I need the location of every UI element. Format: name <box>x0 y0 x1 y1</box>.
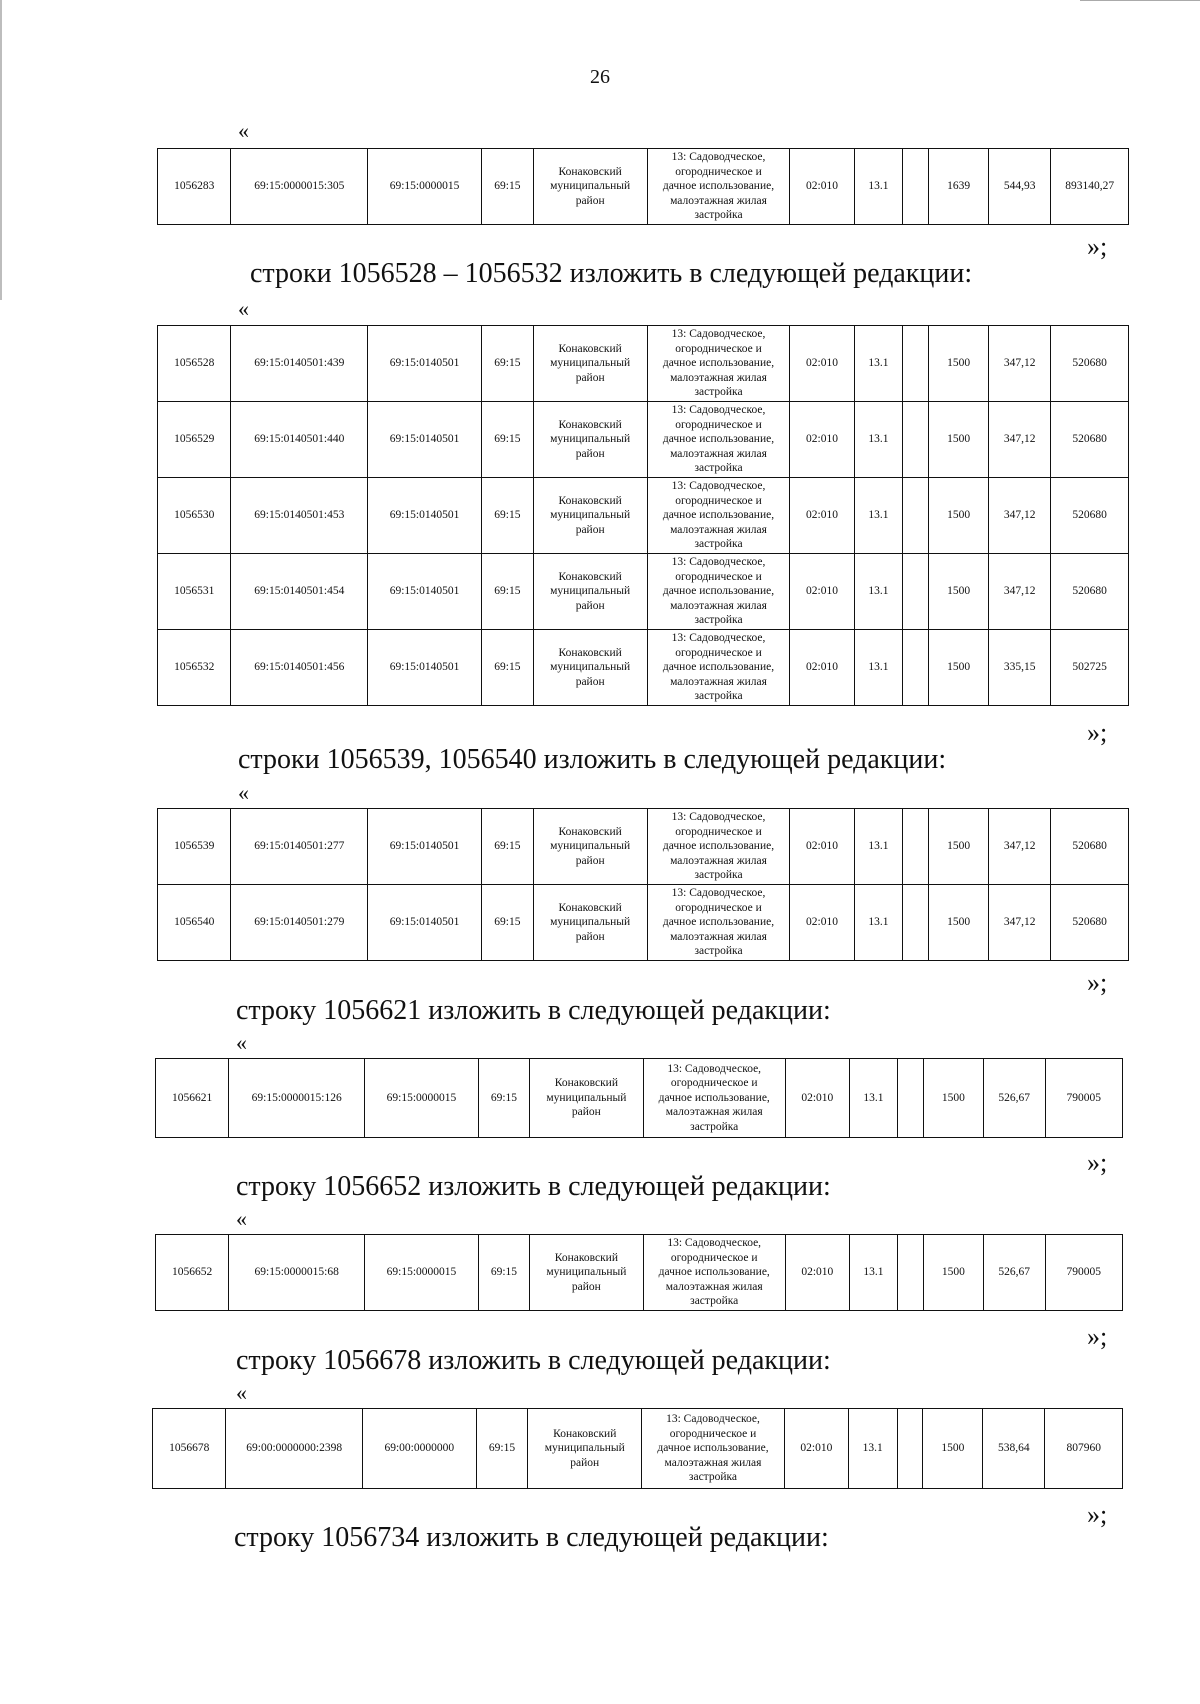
rate-cell: 335,15 <box>989 630 1051 706</box>
cell-line: муниципальный <box>550 509 631 522</box>
cell-line: Конаковский <box>558 165 622 178</box>
rate-cell: 538,64 <box>983 1409 1045 1489</box>
table-row <box>158 554 1129 630</box>
cadastral-quarter-cell: 69:15:0140501 <box>368 809 482 885</box>
cell-line: малоэтажная жилая <box>670 599 767 612</box>
cell-line: дачное использование, <box>657 1442 769 1455</box>
cell-line: огородническое и <box>675 901 762 914</box>
cell-line: дачное использование, <box>658 1266 770 1279</box>
cell-line: огородническое и <box>675 646 762 659</box>
cell-line: муниципальный <box>544 1442 625 1455</box>
subgroup-cell: 13.1 <box>854 149 903 225</box>
code-cell: 02:010 <box>790 326 854 402</box>
cell-line: Конаковский <box>558 570 622 583</box>
cell-line: дачное использование, <box>662 180 775 193</box>
record-table <box>152 1408 1123 1489</box>
cadastral-value-cell: 520680 <box>1051 478 1129 554</box>
rate-cell: 347,12 <box>989 402 1051 478</box>
cell-line: 13: Садоводческое, <box>667 1062 762 1075</box>
table-row <box>158 402 1129 478</box>
cell-line: район <box>570 1456 600 1469</box>
cell-line: малоэтажная жилая <box>665 1280 763 1293</box>
cadastral-value-cell: 520680 <box>1051 554 1129 630</box>
empty-cell <box>903 149 929 225</box>
scan-edge-line <box>0 0 2 300</box>
cell-line: 13: Садоводческое, <box>671 151 766 164</box>
empty-cell <box>903 402 929 478</box>
row-number-cell: 1056621 <box>156 1059 229 1138</box>
table-row <box>158 149 1129 225</box>
subgroup-cell: 13.1 <box>854 478 903 554</box>
district-cell <box>533 149 647 225</box>
cell-line: огородническое и <box>675 570 762 583</box>
cell-line: район <box>571 1106 601 1119</box>
close-quote: »; <box>1087 718 1108 747</box>
cell-line: Конаковский <box>554 1251 618 1264</box>
record-table <box>155 1058 1123 1138</box>
cell-line: район <box>575 523 605 536</box>
cadastral-quarter-cell: 69:15:0140501 <box>368 326 482 402</box>
cell-line: район <box>575 599 605 612</box>
code-cell: 02:010 <box>790 554 854 630</box>
cell-line: 13: Садоводческое, <box>671 632 766 645</box>
region-code-cell: 69:15 <box>481 885 533 961</box>
empty-cell <box>897 1409 923 1489</box>
region-code-cell: 69:15 <box>478 1059 530 1138</box>
code-cell: 02:010 <box>784 1409 848 1489</box>
empty-cell <box>903 554 929 630</box>
cell-line: малоэтажная жилая <box>665 1106 763 1119</box>
area-cell: 1500 <box>929 885 989 961</box>
rate-cell: 526,67 <box>983 1235 1045 1311</box>
row-number-cell: 1056529 <box>158 402 231 478</box>
open-quote: « <box>236 1206 247 1231</box>
cell-line: Конаковский <box>558 494 622 507</box>
page-number: 26 <box>590 66 610 88</box>
subgroup-cell: 13.1 <box>849 1059 897 1138</box>
land-use-cell <box>647 402 790 478</box>
district-cell <box>530 1059 643 1138</box>
code-cell: 02:010 <box>790 402 854 478</box>
close-quote: »; <box>1087 968 1108 997</box>
cell-line: малоэтажная жилая <box>664 1456 762 1469</box>
land-use-cell <box>647 554 790 630</box>
open-quote: « <box>238 118 249 143</box>
district-cell <box>533 326 647 402</box>
cell-line: малоэтажная жилая <box>670 371 767 384</box>
open-quote: « <box>238 780 249 805</box>
district-cell <box>533 885 647 961</box>
cell-line: огородническое и <box>675 494 762 507</box>
empty-cell <box>903 630 929 706</box>
subgroup-cell: 13.1 <box>854 809 903 885</box>
cell-line: 13: Садоводческое, <box>671 404 766 417</box>
row-number-cell: 1056540 <box>158 885 231 961</box>
empty-cell <box>903 326 929 402</box>
land-use-cell <box>647 478 790 554</box>
code-cell: 02:010 <box>790 630 854 706</box>
table-row <box>156 1059 1123 1138</box>
empty-cell <box>903 809 929 885</box>
area-cell: 1500 <box>929 478 989 554</box>
cadastral-value-cell: 502725 <box>1051 630 1129 706</box>
cell-line: 13: Садоводческое, <box>666 1413 760 1426</box>
cadastral-quarter-cell: 69:15:0140501 <box>368 478 482 554</box>
rate-cell: 347,12 <box>989 554 1051 630</box>
cell-line: Конаковский <box>553 1427 617 1440</box>
empty-cell <box>903 478 929 554</box>
row-number-cell: 1056531 <box>158 554 231 630</box>
cell-line: дачное использование, <box>662 840 775 853</box>
cell-line: район <box>575 854 605 867</box>
rate-cell: 526,67 <box>983 1059 1045 1138</box>
area-cell: 1500 <box>923 1409 983 1489</box>
row-number-cell: 1056678 <box>153 1409 226 1489</box>
section-instruction: строку 1056734 изложить в следующей редакции: <box>234 1522 829 1553</box>
land-use-cell <box>647 326 790 402</box>
area-cell: 1500 <box>929 809 989 885</box>
region-code-cell: 69:15 <box>478 1235 530 1311</box>
cadastral-number-cell: 69:15:0000015:68 <box>229 1235 365 1311</box>
cadastral-value-cell: 520680 <box>1051 402 1129 478</box>
district-cell <box>533 809 647 885</box>
district-cell <box>533 554 647 630</box>
rate-cell: 347,12 <box>989 326 1051 402</box>
cell-line: муниципальный <box>550 180 631 193</box>
cell-line: малоэтажная жилая <box>670 194 767 207</box>
cell-line: Конаковский <box>558 646 622 659</box>
subgroup-cell: 13.1 <box>849 1235 897 1311</box>
open-quote: « <box>238 296 249 321</box>
cadastral-number-cell: 69:00:0000000:2398 <box>226 1409 363 1489</box>
cell-line: малоэтажная жилая <box>670 854 767 867</box>
cell-line: 13: Садоводческое, <box>671 328 766 341</box>
land-use-cell <box>647 149 790 225</box>
cell-line: дачное использование, <box>662 916 775 929</box>
cell-line: район <box>575 447 605 460</box>
record-table <box>157 148 1129 225</box>
subgroup-cell: 13.1 <box>854 554 903 630</box>
rate-cell: 347,12 <box>989 478 1051 554</box>
cell-line: 13: Садоводческое, <box>671 887 766 900</box>
area-cell: 1500 <box>923 1235 983 1311</box>
cadastral-value-cell: 520680 <box>1051 326 1129 402</box>
cell-line: застройка <box>690 1295 739 1308</box>
table-row <box>158 478 1129 554</box>
district-cell <box>530 1235 643 1311</box>
cell-line: Конаковский <box>558 825 622 838</box>
code-cell: 02:010 <box>785 1235 849 1311</box>
code-cell: 02:010 <box>790 885 854 961</box>
close-quote: »; <box>1087 1148 1108 1177</box>
cadastral-number-cell: 69:15:0140501:440 <box>231 402 368 478</box>
cell-line: огородническое и <box>675 342 762 355</box>
rate-cell: 347,12 <box>989 885 1051 961</box>
cell-line: Конаковский <box>558 418 622 431</box>
cell-line: Конаковский <box>558 901 622 914</box>
area-cell: 1500 <box>929 402 989 478</box>
open-quote: « <box>236 1380 247 1405</box>
row-number-cell: 1056652 <box>156 1235 229 1311</box>
area-cell: 1500 <box>929 326 989 402</box>
cell-line: район <box>575 675 605 688</box>
cell-line: дачное использование, <box>662 433 775 446</box>
table-row <box>158 885 1129 961</box>
section-instruction: строки 1056539, 1056540 изложить в следующей редакции: <box>238 744 947 775</box>
section-instruction: строку 1056652 изложить в следующей редакции: <box>236 1171 831 1202</box>
cell-line: район <box>575 930 605 943</box>
record-table <box>157 325 1129 706</box>
code-cell: 02:010 <box>790 809 854 885</box>
subgroup-cell: 13.1 <box>854 630 903 706</box>
code-cell: 02:010 <box>790 149 854 225</box>
table-row <box>158 326 1129 402</box>
cadastral-number-cell: 69:15:0140501:439 <box>231 326 368 402</box>
table-row <box>158 809 1129 885</box>
record-table <box>157 808 1129 961</box>
row-number-cell: 1056528 <box>158 326 231 402</box>
cadastral-value-cell: 893140,27 <box>1051 149 1129 225</box>
cell-line: дачное использование, <box>658 1091 770 1104</box>
cell-line: малоэтажная жилая <box>670 523 767 536</box>
table-row <box>156 1235 1123 1311</box>
cadastral-quarter-cell: 69:15:0140501 <box>368 630 482 706</box>
subgroup-cell: 13.1 <box>854 402 903 478</box>
cell-line: муниципальный <box>550 916 631 929</box>
cadastral-number-cell: 69:15:0140501:277 <box>231 809 368 885</box>
region-code-cell: 69:15 <box>481 554 533 630</box>
cell-line: малоэтажная жилая <box>670 930 767 943</box>
cell-line: застройка <box>694 945 743 958</box>
region-code-cell: 69:15 <box>481 149 533 225</box>
cell-line: застройка <box>694 386 743 399</box>
cell-line: муниципальный <box>546 1091 627 1104</box>
cell-line: муниципальный <box>550 433 631 446</box>
area-cell: 1500 <box>929 630 989 706</box>
cell-line: 13: Садоводческое, <box>671 556 766 569</box>
rate-cell: 347,12 <box>989 809 1051 885</box>
cell-line: огородническое и <box>670 1077 758 1090</box>
table-row <box>153 1409 1123 1489</box>
empty-cell <box>898 1235 924 1311</box>
empty-cell <box>898 1059 924 1138</box>
cadastral-quarter-cell: 69:15:0000015 <box>368 149 482 225</box>
cadastral-quarter-cell: 69:15:0140501 <box>368 554 482 630</box>
row-number-cell: 1056539 <box>158 809 231 885</box>
cadastral-value-cell: 807960 <box>1045 1409 1123 1489</box>
cadastral-quarter-cell: 69:15:0140501 <box>368 885 482 961</box>
open-quote: « <box>236 1030 247 1055</box>
row-number-cell: 1056530 <box>158 478 231 554</box>
cell-line: малоэтажная жилая <box>670 447 767 460</box>
cadastral-value-cell: 520680 <box>1051 809 1129 885</box>
district-cell <box>533 402 647 478</box>
cell-line: застройка <box>694 614 743 627</box>
subgroup-cell: 13.1 <box>854 326 903 402</box>
empty-cell <box>903 885 929 961</box>
cell-line: застройка <box>694 690 743 703</box>
cell-line: дачное использование, <box>662 661 775 674</box>
cadastral-value-cell: 790005 <box>1045 1235 1122 1311</box>
region-code-cell: 69:15 <box>481 630 533 706</box>
cell-line: огородническое и <box>675 418 762 431</box>
cell-line: 13: Садоводческое, <box>671 480 766 493</box>
cell-line: застройка <box>694 209 743 222</box>
cell-line: муниципальный <box>546 1266 627 1279</box>
row-number-cell: 1056283 <box>158 149 231 225</box>
area-cell: 1500 <box>929 554 989 630</box>
cadastral-number-cell: 69:15:0000015:126 <box>229 1059 365 1138</box>
cell-line: дачное использование, <box>662 357 775 370</box>
cell-line: район <box>575 194 605 207</box>
section-instruction: строку 1056678 изложить в следующей редакции: <box>236 1345 831 1376</box>
cell-line: застройка <box>694 538 743 551</box>
cell-line: муниципальный <box>550 357 631 370</box>
land-use-cell <box>643 1235 785 1311</box>
rate-cell: 544,93 <box>989 149 1051 225</box>
land-use-cell <box>647 630 790 706</box>
section-instruction: строку 1056621 изложить в следующей редакции: <box>236 995 831 1026</box>
subgroup-cell: 13.1 <box>854 885 903 961</box>
area-cell: 1639 <box>929 149 989 225</box>
cadastral-number-cell: 69:15:0140501:279 <box>231 885 368 961</box>
cell-line: огородническое и <box>675 165 762 178</box>
cadastral-number-cell: 69:15:0140501:456 <box>231 630 368 706</box>
cell-line: застройка <box>688 1471 738 1484</box>
region-code-cell: 69:15 <box>476 1409 528 1489</box>
record-table <box>155 1234 1123 1311</box>
cell-line: дачное использование, <box>662 509 775 522</box>
subgroup-cell: 13.1 <box>848 1409 897 1489</box>
region-code-cell: 69:15 <box>481 326 533 402</box>
cadastral-quarter-cell: 69:15:0140501 <box>368 402 482 478</box>
cell-line: 13: Садоводческое, <box>667 1237 762 1250</box>
close-quote: »; <box>1087 1500 1108 1529</box>
cell-line: дачное использование, <box>662 585 775 598</box>
close-quote: »; <box>1087 1322 1108 1351</box>
cell-line: район <box>571 1280 601 1293</box>
cell-line: район <box>575 371 605 384</box>
section-instruction: строки 1056528 – 1056532 изложить в следующей редакции: <box>250 258 973 289</box>
district-cell <box>533 630 647 706</box>
cell-line: огородническое и <box>670 1251 758 1264</box>
cadastral-value-cell: 790005 <box>1045 1059 1122 1138</box>
cadastral-quarter-cell: 69:00:0000000 <box>362 1409 476 1489</box>
cell-line: Конаковский <box>554 1077 618 1090</box>
cell-line: застройка <box>690 1120 739 1133</box>
close-quote: »; <box>1087 232 1108 261</box>
cell-line: застройка <box>694 869 743 882</box>
cell-line: огородническое и <box>675 825 762 838</box>
cell-line: муниципальный <box>550 661 631 674</box>
cadastral-number-cell: 69:15:0140501:453 <box>231 478 368 554</box>
scan-top-rule <box>1080 0 1200 1</box>
land-use-cell <box>647 885 790 961</box>
area-cell: 1500 <box>923 1059 983 1138</box>
cell-line: огородническое и <box>669 1427 757 1440</box>
cell-line: малоэтажная жилая <box>670 675 767 688</box>
land-use-cell <box>647 809 790 885</box>
cell-line: застройка <box>694 462 743 475</box>
cadastral-number-cell: 69:15:0000015:305 <box>231 149 368 225</box>
cell-line: муниципальный <box>550 840 631 853</box>
cadastral-number-cell: 69:15:0140501:454 <box>231 554 368 630</box>
cell-line: 13: Садоводческое, <box>671 811 766 824</box>
district-cell <box>528 1409 642 1489</box>
land-use-cell <box>642 1409 785 1489</box>
land-use-cell <box>643 1059 785 1138</box>
cell-line: муниципальный <box>550 585 631 598</box>
table-row <box>158 630 1129 706</box>
region-code-cell: 69:15 <box>481 402 533 478</box>
code-cell: 02:010 <box>785 1059 849 1138</box>
cell-line: Конаковский <box>558 342 622 355</box>
row-number-cell: 1056532 <box>158 630 231 706</box>
district-cell <box>533 478 647 554</box>
region-code-cell: 69:15 <box>481 478 533 554</box>
region-code-cell: 69:15 <box>481 809 533 885</box>
code-cell: 02:010 <box>790 478 854 554</box>
cadastral-value-cell: 520680 <box>1051 885 1129 961</box>
cadastral-quarter-cell: 69:15:0000015 <box>365 1059 478 1138</box>
cadastral-quarter-cell: 69:15:0000015 <box>365 1235 478 1311</box>
